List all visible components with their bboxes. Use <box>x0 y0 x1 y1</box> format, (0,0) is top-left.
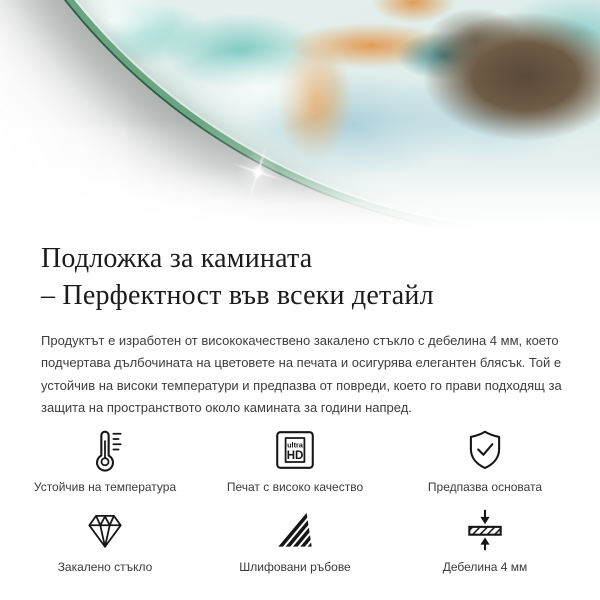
feature-label: Закалено стъкло <box>57 559 153 574</box>
feature-tempered-glass <box>10 506 200 574</box>
thickness-icon <box>462 506 508 554</box>
diamond-icon <box>82 506 128 554</box>
page-title-line1: Подложка за камината <box>41 243 313 274</box>
shield-check-icon <box>462 426 508 474</box>
feature-polished-edges <box>200 506 390 574</box>
feature-grid <box>10 426 590 574</box>
feature-label: Предпазва основата <box>427 479 543 494</box>
feature-temperature <box>10 426 200 494</box>
page-title-line2: – Перфектност във всеки детайл <box>41 280 434 311</box>
thermometer-icon <box>82 426 128 474</box>
product-photo <box>0 0 600 234</box>
page-title <box>41 240 560 314</box>
feature-print-quality <box>200 426 390 494</box>
ultra-hd-icon <box>272 426 318 474</box>
feature-label: Шлифовани ръбове <box>239 559 351 574</box>
feature-protects-base <box>390 426 580 494</box>
photo-white-fade <box>0 118 600 234</box>
product-description: Продуктът е изработен от висококачествено закалено стъкло с дебелина 4 мм, което подчертава дълбочината на цветовете на печата и осигурява елегантен блясък. Той е устойчив на високи температури и предпазва от повреди, което го прави подходящ за защита на пространството около камината за години напред. <box>41 333 562 416</box>
feature-label: Печат с високо качество <box>226 479 364 494</box>
feature-label: Дебелина 4 мм <box>442 559 528 574</box>
svg-text:HD: HD <box>286 449 304 462</box>
polished-edges-icon <box>272 506 318 554</box>
feature-label: Устойчив на температура <box>33 479 177 494</box>
feature-thickness <box>390 506 580 574</box>
svg-text:ultra: ultra <box>287 440 303 450</box>
